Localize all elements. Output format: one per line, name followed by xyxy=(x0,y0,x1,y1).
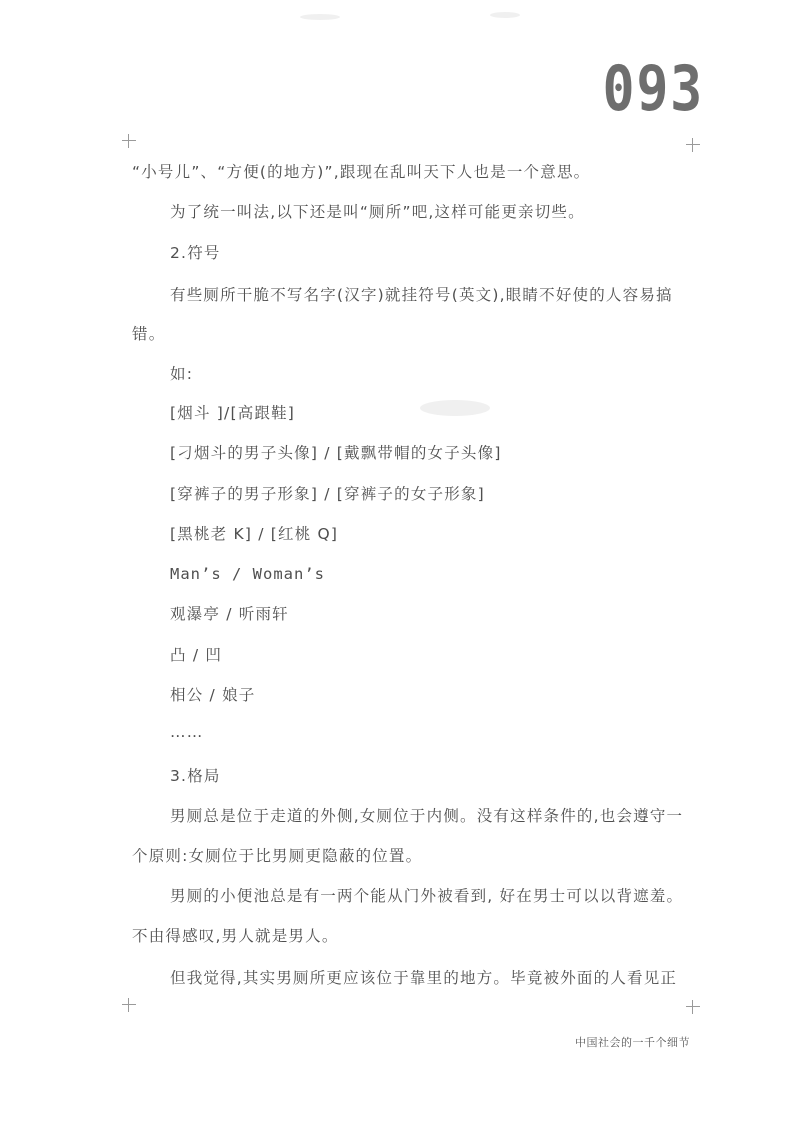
running-footer: 中国社会的一千个细节 xyxy=(575,1036,690,1049)
scan-smudge xyxy=(420,400,490,416)
body-text-line: 错。 xyxy=(132,325,166,343)
section-heading: 2.符号 xyxy=(170,244,221,262)
body-text-line: 男厕总是位于走道的外侧,女厕位于内侧。没有这样条件的,也会遵守一 xyxy=(170,807,684,825)
crop-mark-bottom-right xyxy=(686,1000,700,1014)
ellipsis-line: …… xyxy=(170,723,204,741)
example-line: [穿裤子的男子形象] / [穿裤子的女子形象] xyxy=(170,485,485,503)
example-line: Man’s / Woman’s xyxy=(170,565,325,583)
scan-smudge xyxy=(490,12,520,18)
body-text-line: 男厕的小便池总是有一两个能从门外被看到, 好在男士可以以背遮羞。 xyxy=(170,887,684,905)
body-text-line: 为了统一叫法,以下还是叫“厕所”吧,这样可能更亲切些。 xyxy=(170,203,585,221)
body-text-line: “小号儿”、“方便(的地方)”,跟现在乱叫天下人也是一个意思。 xyxy=(132,163,591,181)
body-text-line: 不由得感叹,男人就是男人。 xyxy=(132,927,339,945)
page-number: 093 xyxy=(602,52,704,125)
scan-smudge xyxy=(300,14,340,20)
crop-mark-bottom-left xyxy=(122,998,136,1012)
body-text-line: 个原则:女厕位于比男厕更隐蔽的位置。 xyxy=(132,847,423,865)
body-text-line: 有些厕所干脆不写名字(汉字)就挂符号(英文),眼睛不好使的人容易搞 xyxy=(170,286,673,304)
body-text-line: 但我觉得,其实男厕所更应该位于靠里的地方。毕竟被外面的人看见正 xyxy=(170,969,678,987)
example-line: [黑桃老 K] / [红桃 Q] xyxy=(170,525,339,543)
example-line: 相公 / 娘子 xyxy=(170,686,256,704)
section-heading: 3.格局 xyxy=(170,767,221,785)
example-line: 凸 / 凹 xyxy=(170,646,223,664)
body-text-line: 如: xyxy=(170,365,194,383)
example-line: 观瀑亭 / 听雨轩 xyxy=(170,605,289,623)
example-line: [刁烟斗的男子头像] / [戴飘带帽的女子头像] xyxy=(170,444,502,462)
crop-mark-top-left xyxy=(122,134,136,148)
example-line: [烟斗 ]/[高跟鞋] xyxy=(170,404,296,422)
crop-mark-top-right xyxy=(686,138,700,152)
